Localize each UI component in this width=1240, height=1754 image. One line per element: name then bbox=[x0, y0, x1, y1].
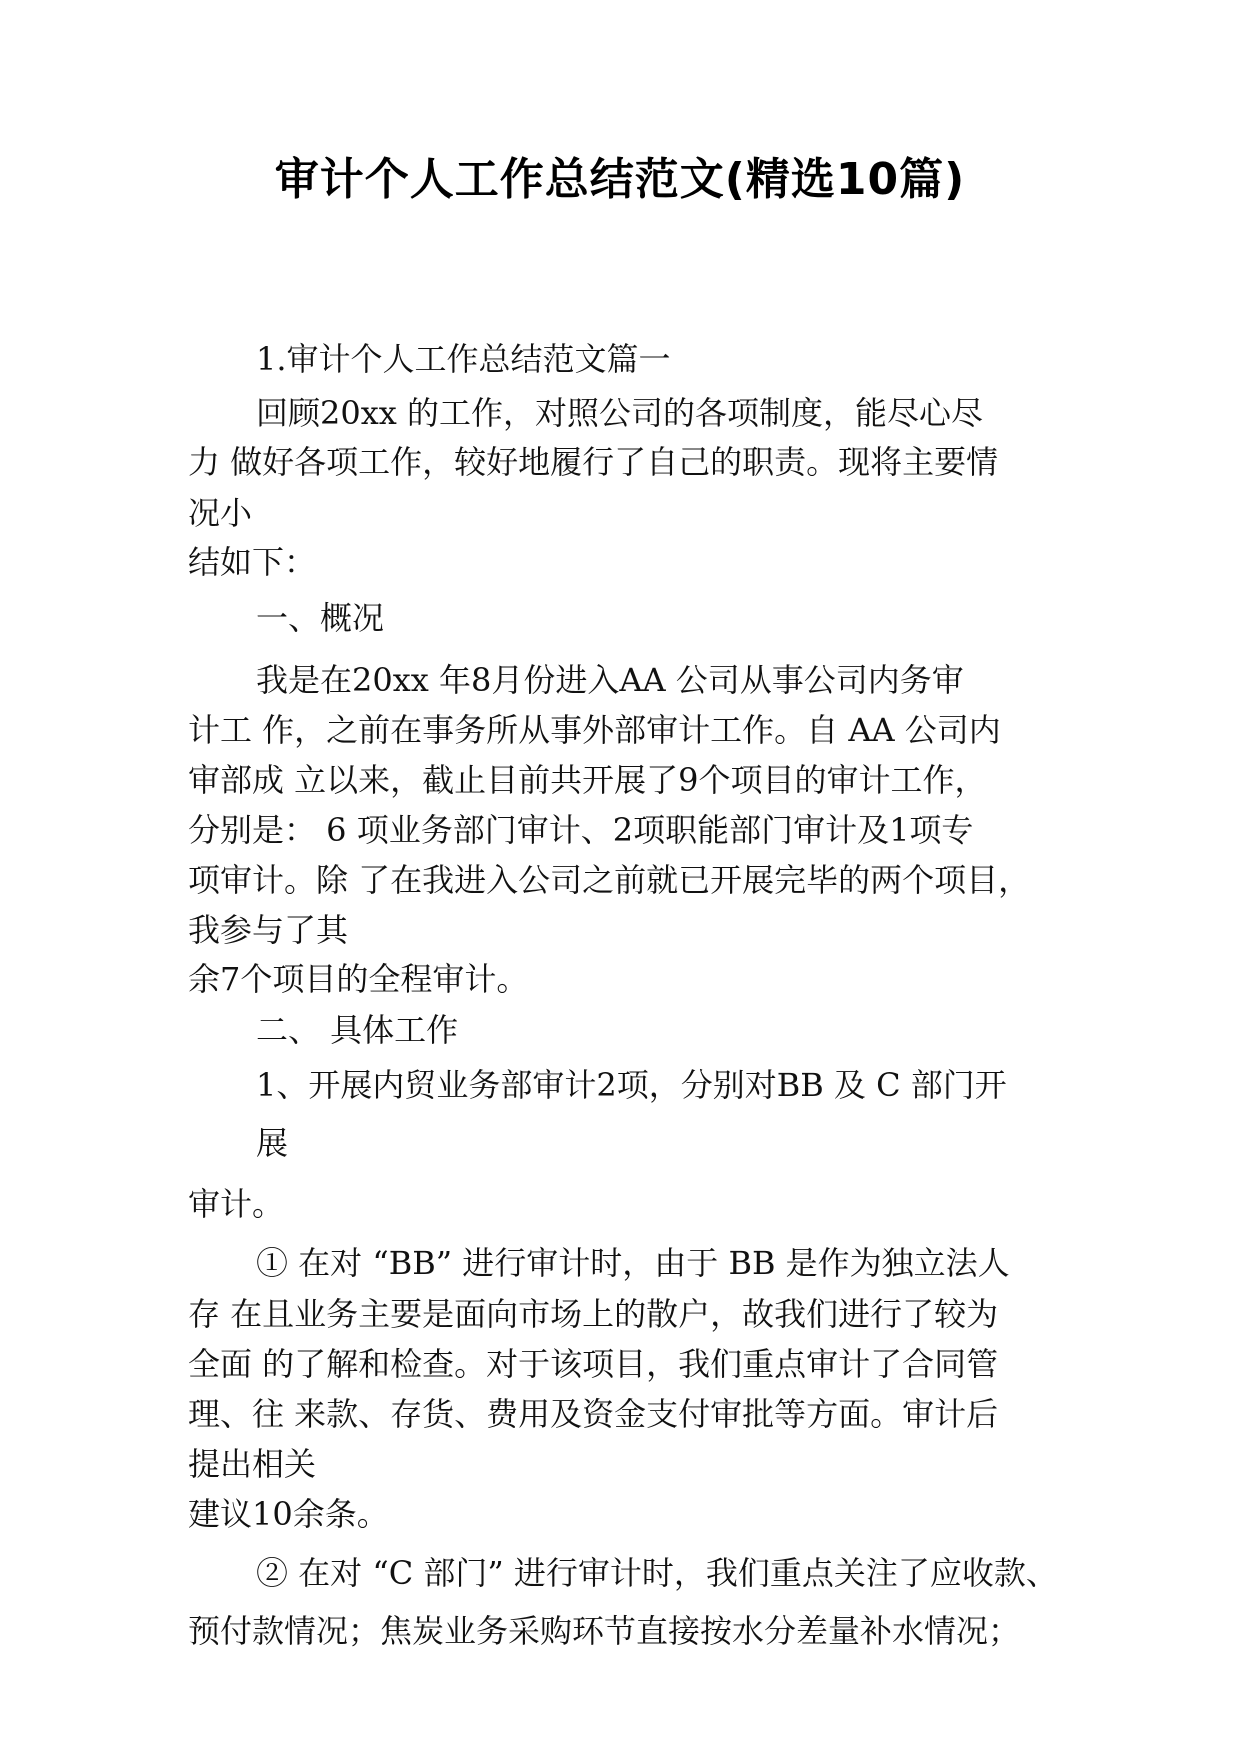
body-line: ② 在对 “C 部门” 进行审计时，我们重点关注了应收款、 bbox=[256, 1554, 1058, 1592]
section-heading-overview: 一、概况 bbox=[256, 599, 385, 637]
body-line: 审部成 立以来，截止目前共开展了9个项目的审计工作， bbox=[188, 761, 987, 799]
body-line: 全面 的了解和检查。对于该项目，我们重点审计了合同管 bbox=[188, 1345, 999, 1383]
body-line: 计工 作，之前在事务所从事外部审计工作。自 AA 公司内 bbox=[188, 711, 1001, 749]
body-line: 建议10余条。 bbox=[188, 1495, 389, 1533]
body-line: 余7个项目的全程审计。 bbox=[188, 960, 529, 998]
body-line: ① 在对 “BB” 进行审计时，由于 BB 是作为独立法人 bbox=[256, 1244, 1010, 1282]
document-title: 审计个人工作总结范文(精选10篇) bbox=[274, 154, 966, 205]
section-heading-1: 1.审计个人工作总结范文篇一 bbox=[256, 340, 671, 378]
body-line: 展 bbox=[256, 1124, 289, 1162]
section-heading-work: 二、 具体工作 bbox=[256, 1011, 459, 1049]
body-line: 我是在20xx 年8月份进入AA 公司从事公司内务审 bbox=[256, 661, 964, 699]
body-line: 力 做好各项工作，较好地履行了自己的职责。现将主要情 bbox=[188, 443, 999, 481]
body-line: 1、开展内贸业务部审计2项，分别对BB 及 C 部门开 bbox=[256, 1066, 1007, 1104]
body-line: 我参与了其 bbox=[188, 911, 349, 949]
body-line: 理、往 来款、存货、费用及资金支付审批等方面。审计后 bbox=[188, 1395, 999, 1433]
body-line: 况小 bbox=[188, 494, 253, 532]
body-line: 回顾20xx 的工作，对照公司的各项制度，能尽心尽 bbox=[256, 394, 983, 432]
body-line: 分别是： 6 项业务部门审计、2项职能部门审计及1项专 bbox=[188, 811, 974, 849]
body-line: 提出相关 bbox=[188, 1445, 317, 1483]
body-line: 审计。 bbox=[188, 1185, 285, 1223]
body-line: 预付款情况；焦炭业务采购环节直接按水分差量补水情况； bbox=[188, 1612, 1021, 1650]
body-line: 存 在且业务主要是面向市场上的散户，故我们进行了较为 bbox=[188, 1295, 999, 1333]
body-line: 项审计。除 了在我进入公司之前就已开展完毕的两个项目， bbox=[188, 861, 1031, 899]
body-line: 结如下： bbox=[188, 543, 317, 581]
